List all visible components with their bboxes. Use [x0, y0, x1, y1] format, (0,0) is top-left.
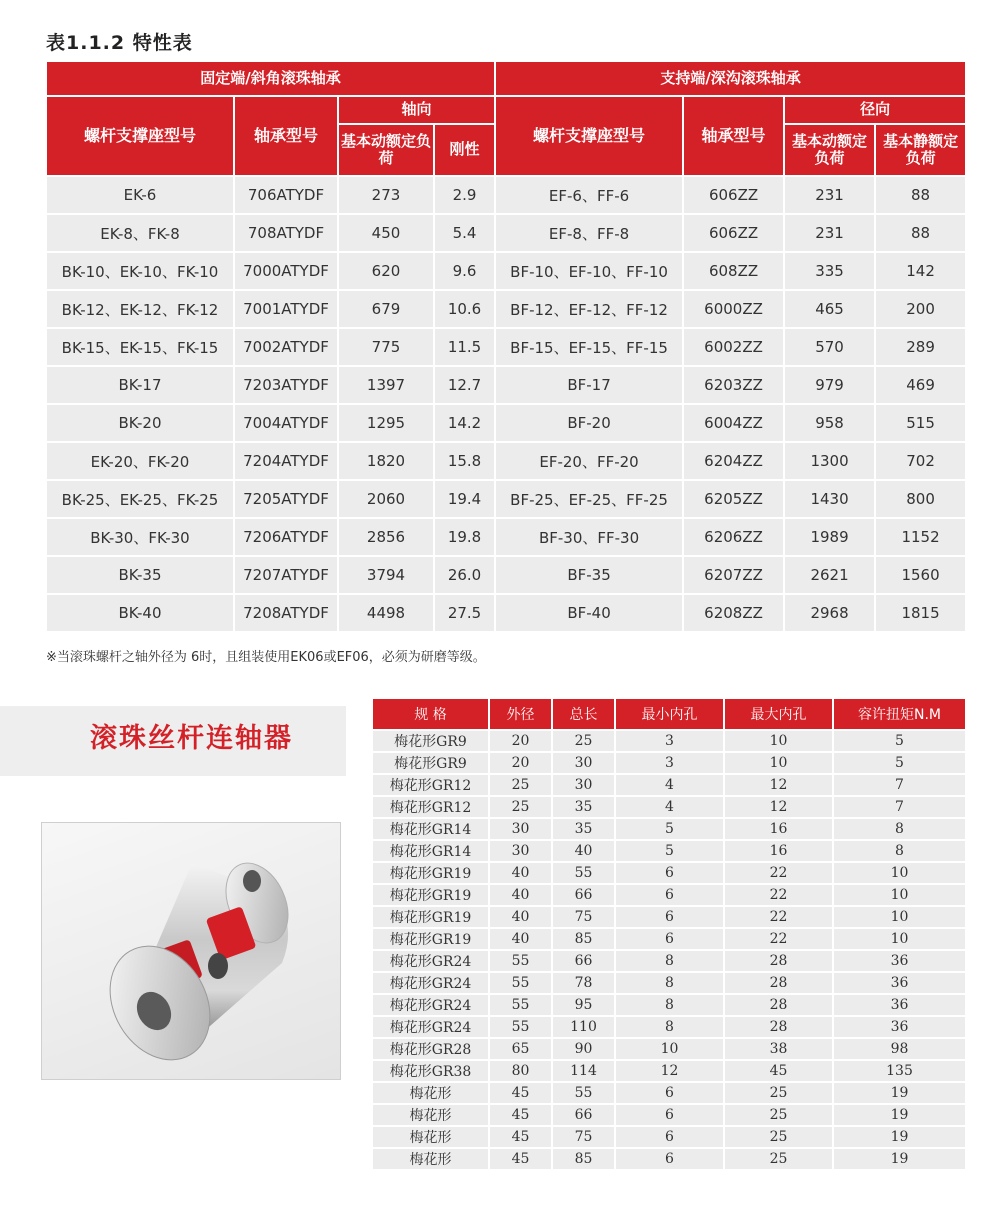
table-cell: EF-20、FF-20 [495, 442, 683, 480]
col-header: 容许扭矩N.M [833, 698, 966, 730]
table-cell: 7 [833, 796, 966, 818]
table-cell: EK-8、FK-8 [46, 214, 234, 252]
coupling-illustration [42, 823, 340, 1079]
table-cell: 1300 [784, 442, 875, 480]
table-row [46, 328, 966, 366]
table-cell: 16 [724, 840, 833, 862]
table-cell: 梅花形 [372, 1126, 489, 1148]
table-cell: 10 [724, 730, 833, 752]
table-cell: 1815 [875, 594, 966, 632]
table-cell: 55 [489, 972, 552, 994]
table-cell: 6 [615, 1126, 724, 1148]
col-header-dynamic-load-support: 基本动额定负荷 [784, 124, 875, 176]
product-title: 滚珠丝杆连轴器 [90, 723, 293, 754]
table-cell: 梅花形GR28 [372, 1038, 489, 1060]
table-cell: 梅花形GR24 [372, 1016, 489, 1038]
table-cell: 8 [833, 840, 966, 862]
table-cell: 30 [489, 818, 552, 840]
table-cell: 6004ZZ [683, 404, 784, 442]
table-cell: 梅花形GR38 [372, 1060, 489, 1082]
table-cell: 608ZZ [683, 252, 784, 290]
table-cell: 36 [833, 994, 966, 1016]
table-cell: 10 [833, 928, 966, 950]
table-cell: 28 [724, 1016, 833, 1038]
table-cell: 450 [338, 214, 434, 252]
table-cell: 55 [489, 1016, 552, 1038]
table-row [46, 556, 966, 594]
table-cell: 273 [338, 176, 434, 214]
col-header-bearing-support: 轴承型号 [683, 96, 784, 176]
table-row [372, 994, 966, 1016]
table-cell: 3 [615, 752, 724, 774]
table-cell: 25 [489, 796, 552, 818]
table-cell: BK-17 [46, 366, 234, 404]
table-cell: BK-35 [46, 556, 234, 594]
table-cell: 708ATYDF [234, 214, 338, 252]
table-cell: BF-40 [495, 594, 683, 632]
table-row [372, 1082, 966, 1104]
table-cell: 7206ATYDF [234, 518, 338, 556]
table-cell: EF-6、FF-6 [495, 176, 683, 214]
table-cell: 7004ATYDF [234, 404, 338, 442]
table-cell: 570 [784, 328, 875, 366]
table-row [46, 594, 966, 632]
table-cell: 6 [615, 906, 724, 928]
table-cell: 6203ZZ [683, 366, 784, 404]
table-row [46, 366, 966, 404]
table-cell: 10 [724, 752, 833, 774]
group-header-support-end: 支持端/深沟滚珠轴承 [495, 61, 966, 96]
table-cell: 30 [489, 840, 552, 862]
table-cell: 16 [724, 818, 833, 840]
table-cell: 梅花形 [372, 1082, 489, 1104]
table-cell: 7203ATYDF [234, 366, 338, 404]
table-cell: 88 [875, 214, 966, 252]
table-cell: 775 [338, 328, 434, 366]
table-cell: 梅花形GR9 [372, 752, 489, 774]
table-cell: 10.6 [434, 290, 495, 328]
table-cell: 606ZZ [683, 176, 784, 214]
table-cell: 1820 [338, 442, 434, 480]
table-cell: 梅花形GR19 [372, 906, 489, 928]
table-cell: 55 [489, 994, 552, 1016]
table-cell: 78 [552, 972, 615, 994]
table-cell: 88 [875, 176, 966, 214]
table-row [46, 214, 966, 252]
table-cell: 22 [724, 906, 833, 928]
table-cell: BF-20 [495, 404, 683, 442]
table-row [372, 796, 966, 818]
table-cell: 1560 [875, 556, 966, 594]
table-cell: 6000ZZ [683, 290, 784, 328]
table-cell: 620 [338, 252, 434, 290]
table-row [372, 1104, 966, 1126]
table-cell: 6204ZZ [683, 442, 784, 480]
table-row [46, 442, 966, 480]
table-cell: 19.8 [434, 518, 495, 556]
col-header-seat-support: 螺杆支撑座型号 [495, 96, 683, 176]
table-cell: BF-30、FF-30 [495, 518, 683, 556]
table-cell: 200 [875, 290, 966, 328]
table-cell: 7000ATYDF [234, 252, 338, 290]
table-cell: 12 [724, 774, 833, 796]
table-row [372, 840, 966, 862]
table-cell: EF-8、FF-8 [495, 214, 683, 252]
table-cell: 36 [833, 1016, 966, 1038]
table-cell: EK-6 [46, 176, 234, 214]
table-cell: 7001ATYDF [234, 290, 338, 328]
table-cell: 28 [724, 994, 833, 1016]
table-row [46, 176, 966, 214]
table-cell: 20 [489, 730, 552, 752]
table-cell: 25 [724, 1126, 833, 1148]
table-cell: 114 [552, 1060, 615, 1082]
table-cell: 10 [615, 1038, 724, 1060]
table-cell: 19 [833, 1082, 966, 1104]
table-row [372, 752, 966, 774]
table-cell: 8 [833, 818, 966, 840]
table-cell: 1989 [784, 518, 875, 556]
table-cell: 231 [784, 176, 875, 214]
table-cell: 36 [833, 972, 966, 994]
table-cell: 110 [552, 1016, 615, 1038]
table-cell: 465 [784, 290, 875, 328]
table-cell: 30 [552, 752, 615, 774]
col-header-rigidity: 刚性 [434, 124, 495, 176]
table-cell: 7002ATYDF [234, 328, 338, 366]
table-cell: BF-12、EF-12、FF-12 [495, 290, 683, 328]
table-cell: 5 [833, 752, 966, 774]
table-cell: 22 [724, 928, 833, 950]
table-cell: 梅花形GR19 [372, 928, 489, 950]
table-cell: 7208ATYDF [234, 594, 338, 632]
table-cell: 梅花形GR9 [372, 730, 489, 752]
table-cell: 5 [833, 730, 966, 752]
table-cell: 1152 [875, 518, 966, 556]
table-cell: 85 [552, 928, 615, 950]
table-cell: BK-10、EK-10、FK-10 [46, 252, 234, 290]
table-cell: 679 [338, 290, 434, 328]
table-cell: 45 [724, 1060, 833, 1082]
table-cell: 12 [615, 1060, 724, 1082]
table-cell: 28 [724, 950, 833, 972]
table-cell: 梅花形GR14 [372, 840, 489, 862]
table-cell: 梅花形GR24 [372, 972, 489, 994]
table-cell: 95 [552, 994, 615, 1016]
table-cell: 35 [552, 796, 615, 818]
table-cell: 4498 [338, 594, 434, 632]
table-cell: 40 [489, 862, 552, 884]
coupling-spec-table [372, 698, 966, 1170]
table-cell: 6002ZZ [683, 328, 784, 366]
col-header: 最大内孔 [724, 698, 833, 730]
table-cell: 2856 [338, 518, 434, 556]
table-cell: 3 [615, 730, 724, 752]
table-cell: 27.5 [434, 594, 495, 632]
table-cell: 7 [833, 774, 966, 796]
table-cell: 30 [552, 774, 615, 796]
table-cell: 25 [724, 1148, 833, 1170]
table-cell: 289 [875, 328, 966, 366]
col-header-dynamic-load-fixed: 基本动额定负荷 [338, 124, 434, 176]
table-cell: 80 [489, 1060, 552, 1082]
col-header: 最小内孔 [615, 698, 724, 730]
table-cell: 36 [833, 950, 966, 972]
table-row [372, 1038, 966, 1060]
table-cell: 26.0 [434, 556, 495, 594]
table-row [372, 972, 966, 994]
table-cell: 20 [489, 752, 552, 774]
table-row [372, 818, 966, 840]
col-header: 总长 [552, 698, 615, 730]
table-cell: 梅花形GR12 [372, 774, 489, 796]
table-cell: 2621 [784, 556, 875, 594]
table-cell: 6206ZZ [683, 518, 784, 556]
table-cell: 800 [875, 480, 966, 518]
table-cell: 55 [552, 1082, 615, 1104]
table-cell: 19 [833, 1104, 966, 1126]
table-cell: 22 [724, 884, 833, 906]
table-cell: 4 [615, 774, 724, 796]
table-cell: 75 [552, 1126, 615, 1148]
table-cell: 45 [489, 1104, 552, 1126]
table-cell: 6 [615, 928, 724, 950]
table-cell: 梅花形GR19 [372, 862, 489, 884]
table-cell: 1430 [784, 480, 875, 518]
table-cell: 40 [552, 840, 615, 862]
table-cell: 66 [552, 1104, 615, 1126]
table-cell: 8 [615, 950, 724, 972]
table-row [372, 1016, 966, 1038]
table-cell: 10 [833, 884, 966, 906]
table-cell: 4 [615, 796, 724, 818]
table-row [372, 774, 966, 796]
col-header-static-load: 基本静额定负荷 [875, 124, 966, 176]
table-cell: 98 [833, 1038, 966, 1060]
table-cell: 梅花形 [372, 1148, 489, 1170]
table-cell: 8 [615, 1016, 724, 1038]
col-header-axial: 轴向 [338, 96, 495, 124]
table-cell: EK-20、FK-20 [46, 442, 234, 480]
table-cell: 6 [615, 1082, 724, 1104]
table-cell: 6 [615, 884, 724, 906]
table-cell: 25 [489, 774, 552, 796]
table-cell: 40 [489, 906, 552, 928]
table-cell: 25 [724, 1104, 833, 1126]
col-header-radial: 径向 [784, 96, 966, 124]
table-cell: 606ZZ [683, 214, 784, 252]
coupling-photo [41, 822, 341, 1080]
table-cell: 梅花形GR14 [372, 818, 489, 840]
table-cell: BK-40 [46, 594, 234, 632]
table-cell: 979 [784, 366, 875, 404]
table-cell: BK-20 [46, 404, 234, 442]
table-row [372, 928, 966, 950]
table-cell: 梅花形GR12 [372, 796, 489, 818]
table-row [372, 1060, 966, 1082]
table-cell: 2060 [338, 480, 434, 518]
table-cell: 梅花形 [372, 1104, 489, 1126]
characteristics-table [46, 61, 966, 632]
table-cell: 6207ZZ [683, 556, 784, 594]
table-cell: 958 [784, 404, 875, 442]
table-cell: 14.2 [434, 404, 495, 442]
col-header: 外径 [489, 698, 552, 730]
table-cell: BK-25、EK-25、FK-25 [46, 480, 234, 518]
table-cell: 45 [489, 1126, 552, 1148]
table-cell: 6 [615, 862, 724, 884]
table-cell: 10 [833, 906, 966, 928]
table-row [46, 518, 966, 556]
table-cell: 2968 [784, 594, 875, 632]
table-cell: 75 [552, 906, 615, 928]
table-cell: 142 [875, 252, 966, 290]
table-cell: 5.4 [434, 214, 495, 252]
table-cell: BF-10、EF-10、FF-10 [495, 252, 683, 290]
table-cell: 66 [552, 950, 615, 972]
table-row [372, 1148, 966, 1170]
table-cell: 90 [552, 1038, 615, 1060]
table-cell: 12.7 [434, 366, 495, 404]
table-cell: 7207ATYDF [234, 556, 338, 594]
table-cell: 28 [724, 972, 833, 994]
table-cell: 335 [784, 252, 875, 290]
table-cell: 66 [552, 884, 615, 906]
table-cell: 15.8 [434, 442, 495, 480]
table-cell: 19.4 [434, 480, 495, 518]
table-cell: 469 [875, 366, 966, 404]
table-cell: 55 [489, 950, 552, 972]
table-cell: 10 [833, 862, 966, 884]
table-row [372, 862, 966, 884]
table-row [46, 290, 966, 328]
table-cell: BF-25、EF-25、FF-25 [495, 480, 683, 518]
table-cell: 55 [552, 862, 615, 884]
table-cell: 9.6 [434, 252, 495, 290]
table-cell: 5 [615, 840, 724, 862]
table-cell: 38 [724, 1038, 833, 1060]
table-cell: 2.9 [434, 176, 495, 214]
table-row [46, 404, 966, 442]
table-row [372, 730, 966, 752]
table-cell: 25 [724, 1082, 833, 1104]
table-cell: 6205ZZ [683, 480, 784, 518]
table-cell: 35 [552, 818, 615, 840]
table-cell: 8 [615, 994, 724, 1016]
table-cell: 1295 [338, 404, 434, 442]
table-cell: 702 [875, 442, 966, 480]
group-header-fixed-end: 固定端/斜角滚珠轴承 [46, 61, 495, 96]
table-cell: BK-12、EK-12、FK-12 [46, 290, 234, 328]
table-cell: 8 [615, 972, 724, 994]
table-row [372, 884, 966, 906]
table-cell: 梅花形GR19 [372, 884, 489, 906]
table-cell: 45 [489, 1082, 552, 1104]
table-cell: 706ATYDF [234, 176, 338, 214]
table-cell: 25 [552, 730, 615, 752]
table-cell: 19 [833, 1148, 966, 1170]
table-cell: 6 [615, 1104, 724, 1126]
table-row [46, 480, 966, 518]
table-cell: 65 [489, 1038, 552, 1060]
table-cell: 7204ATYDF [234, 442, 338, 480]
table-cell: 6208ZZ [683, 594, 784, 632]
footnote: ※当滚珠螺杆之轴外径为 6时，且组装使用EK06或EF06，必须为研磨等级。 [46, 650, 486, 665]
table-cell: BF-17 [495, 366, 683, 404]
table-row [372, 1126, 966, 1148]
table-row [372, 950, 966, 972]
table-cell: 3794 [338, 556, 434, 594]
table-cell: 515 [875, 404, 966, 442]
col-header-seat-fixed: 螺杆支撑座型号 [46, 96, 234, 176]
table-cell: BF-35 [495, 556, 683, 594]
table-cell: BF-15、EF-15、FF-15 [495, 328, 683, 366]
table-cell: 12 [724, 796, 833, 818]
table-row [46, 252, 966, 290]
table-cell: 7205ATYDF [234, 480, 338, 518]
table-cell: 19 [833, 1126, 966, 1148]
table-cell: BK-15、EK-15、FK-15 [46, 328, 234, 366]
table-cell: 1397 [338, 366, 434, 404]
table-cell: 5 [615, 818, 724, 840]
table-cell: BK-30、FK-30 [46, 518, 234, 556]
table-cell: 45 [489, 1148, 552, 1170]
table-row [372, 906, 966, 928]
table-cell: 231 [784, 214, 875, 252]
table-cell: 22 [724, 862, 833, 884]
table-cell: 11.5 [434, 328, 495, 366]
table-cell: 40 [489, 884, 552, 906]
table-cell: 40 [489, 928, 552, 950]
table-title: 表1.1.2 特性表 [46, 32, 193, 54]
table-cell: 梅花形GR24 [372, 994, 489, 1016]
col-header-bearing-fixed: 轴承型号 [234, 96, 338, 176]
table-cell: 85 [552, 1148, 615, 1170]
table-cell: 6 [615, 1148, 724, 1170]
table-cell: 梅花形GR24 [372, 950, 489, 972]
table-cell: 135 [833, 1060, 966, 1082]
col-header: 规 格 [372, 698, 489, 730]
